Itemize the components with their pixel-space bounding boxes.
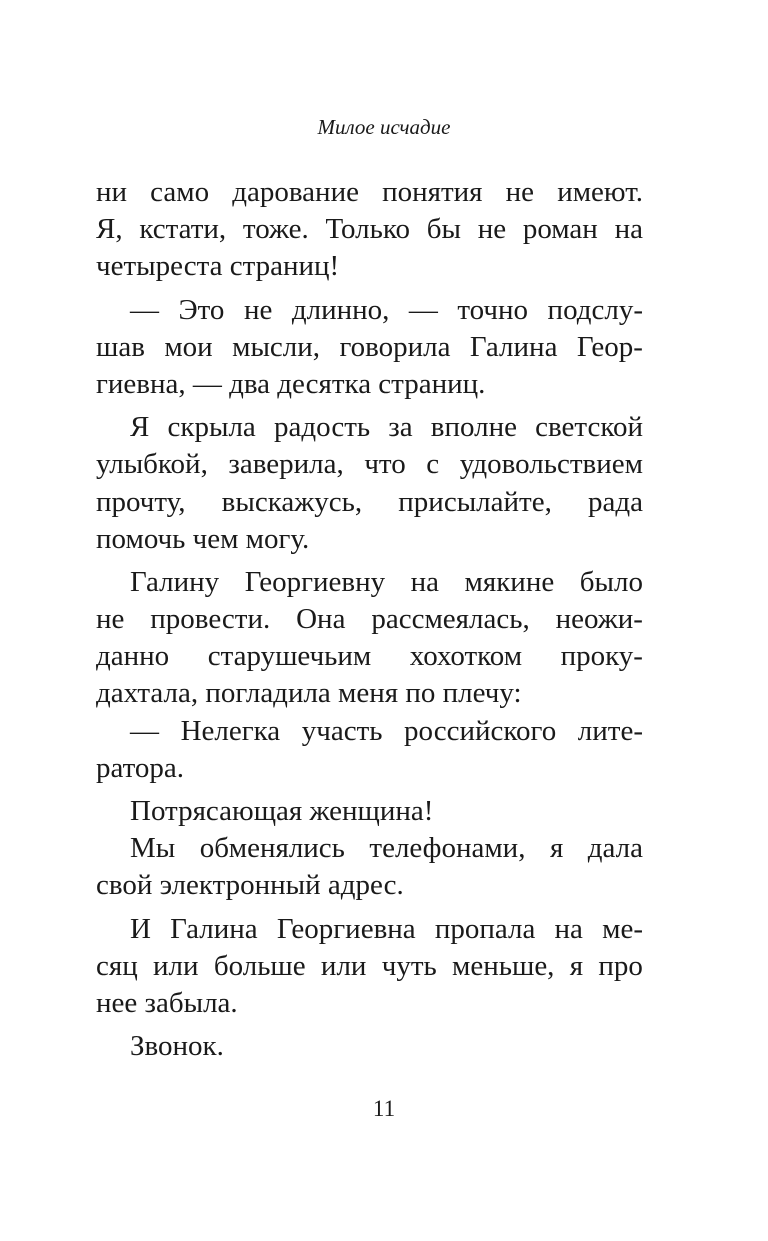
- text-line: свой электронный адрес.: [96, 869, 404, 902]
- text-line: данно старушечьим хохотком проку-: [96, 640, 643, 673]
- text-line: ратора.: [96, 751, 185, 784]
- text-line: Я скрыла радость за вполне светской: [130, 411, 643, 444]
- text-line: дахтала, погладила меня по плечу:: [96, 677, 522, 710]
- text-line: четыреста страниц!: [96, 250, 340, 283]
- text-line: Мы обменялись телефонами, я дала: [130, 832, 643, 865]
- text-line: не провести. Она рассмеялась, неожи-: [96, 603, 643, 636]
- text-line: шав мои мысли, говорила Галина Геор-: [96, 330, 643, 363]
- text-line: нее забыла.: [96, 986, 238, 1019]
- text-line: — Нелегка участь российского лите-: [130, 714, 643, 747]
- text-line: Звонок.: [130, 1030, 224, 1063]
- running-title: Милое исчадие: [317, 115, 451, 139]
- text-line: помочь чем могу.: [96, 522, 310, 555]
- text-line: ни само дарование понятия не имеют.: [96, 176, 643, 208]
- text-line: И Галина Георгиевна пропала на ме-: [130, 912, 643, 945]
- text-line: улыбкой, заверила, что с удовольствием: [96, 448, 643, 481]
- text-line: Галину Георгиевну на мякине было: [130, 565, 643, 598]
- text-line: — Это не длинно, — точно подслу-: [130, 293, 643, 326]
- text-line: прочту, выскажусь, присылайте, рада: [96, 485, 643, 518]
- body-text: [96, 174, 643, 1065]
- page-number: 11: [372, 1096, 396, 1121]
- text-line: Потрясающая женщина!: [130, 795, 434, 827]
- text-line: Я, кстати, тоже. Только бы не роман на: [96, 213, 643, 246]
- text-line: сяц или больше или чуть меньше, я про: [96, 949, 643, 982]
- text-line: гиевна, — два десятка страниц.: [96, 367, 486, 400]
